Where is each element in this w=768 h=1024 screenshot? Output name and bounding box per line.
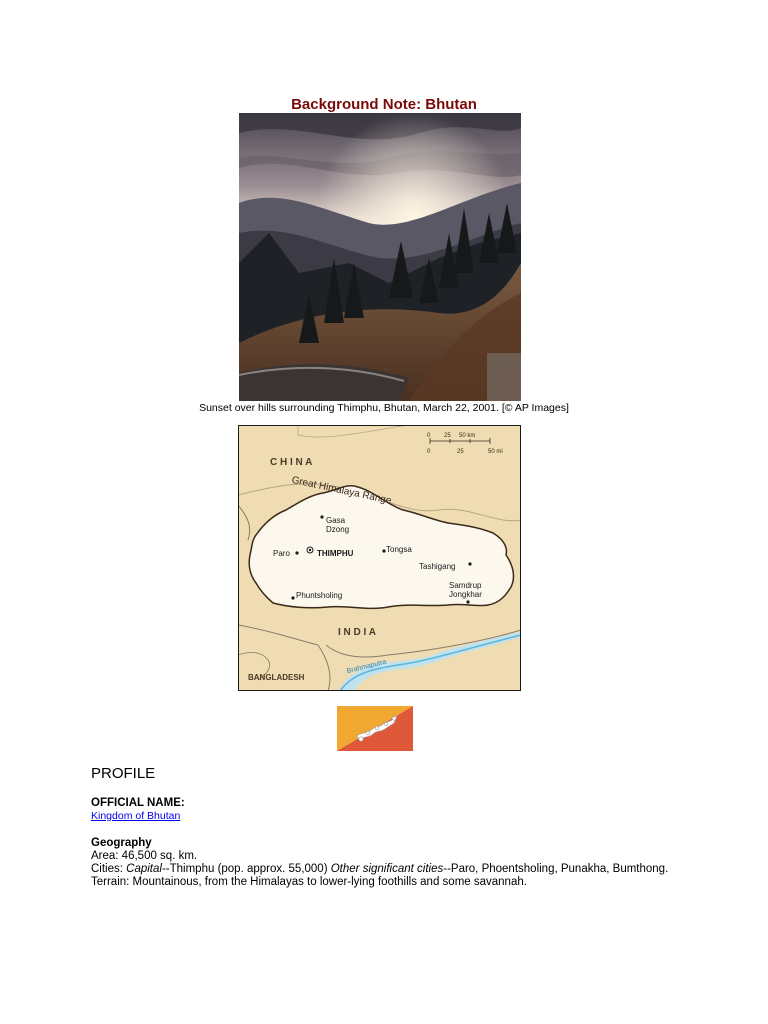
scale-km-25: 25 xyxy=(444,433,451,439)
city-tongsa: Tongsa xyxy=(386,545,412,554)
city-dot-phuntsholing xyxy=(291,596,294,599)
bhutan-map xyxy=(238,425,521,691)
official-name-link[interactable]: Kingdom of Bhutan xyxy=(91,810,181,822)
label-india: I N D I A xyxy=(338,627,376,638)
cities-prefix: Cities: xyxy=(91,863,127,875)
other-cities-label: Other significant cities xyxy=(330,863,444,875)
city-tashigang: Tashigang xyxy=(419,562,456,571)
scale-mi-25: 25 xyxy=(457,449,464,455)
bhutan-map-illustration xyxy=(238,425,521,691)
city-samdrup-line1: Samdrup xyxy=(449,581,482,590)
city-gasa-line2: Dzong xyxy=(326,525,350,534)
geography-heading: Geography xyxy=(91,837,152,849)
scale-km-0: 0 xyxy=(427,433,431,439)
geography-terrain: Terrain: Mountainous, from the Himalayas to lower-lying foothills and some savannah. xyxy=(91,876,527,888)
label-great-himalaya-range: Great Himalaya Range xyxy=(290,474,393,507)
bhutan-flag xyxy=(337,706,413,751)
photo-caption: Sunset over hills surrounding Thimphu, Bhutan, March 22, 2001. [© AP Images] xyxy=(199,402,569,414)
scale-mi-0: 0 xyxy=(427,449,431,455)
page-title: Background Note: Bhutan xyxy=(291,96,477,113)
official-name-label: OFFICIAL NAME: xyxy=(91,797,185,809)
capital-dot xyxy=(309,549,311,551)
other-cities-text: --Paro, Phoentsholing, Punakha, Bumthong. xyxy=(443,863,669,875)
scale-km-50: 50 km xyxy=(459,433,476,439)
profile-heading: PROFILE xyxy=(91,765,156,782)
bhutan-flag-illustration xyxy=(337,706,413,751)
label-bangladesh: BANGLADESH xyxy=(248,673,305,682)
city-dot-paro xyxy=(295,551,298,554)
capital-label: Capital xyxy=(126,863,162,875)
city-dot-samdrup-jongkhar xyxy=(466,600,469,603)
city-dot-gasa xyxy=(320,515,323,518)
sunset-photo xyxy=(239,113,521,401)
label-brahmaputra: Brahmaputra xyxy=(346,658,388,676)
geography-section xyxy=(91,837,691,889)
city-samdrup-line2: Jongkhar xyxy=(449,590,482,599)
city-dot-tashigang xyxy=(468,562,471,565)
city-paro: Paro xyxy=(273,549,290,558)
geography-cities xyxy=(91,863,691,876)
sunset-photo-illustration xyxy=(239,113,521,401)
scale-mi-50: 50 mi xyxy=(488,449,503,455)
city-gasa-line1: Gasa xyxy=(326,516,346,525)
city-phuntsholing: Phuntsholing xyxy=(296,591,343,600)
geography-area: Area: 46,500 sq. km. xyxy=(91,850,198,862)
city-thimphu: THIMPHU xyxy=(317,549,354,558)
label-china: C H I N A xyxy=(270,457,313,468)
capital-text: --Thimphu (pop. approx. 55,000) xyxy=(161,863,331,875)
